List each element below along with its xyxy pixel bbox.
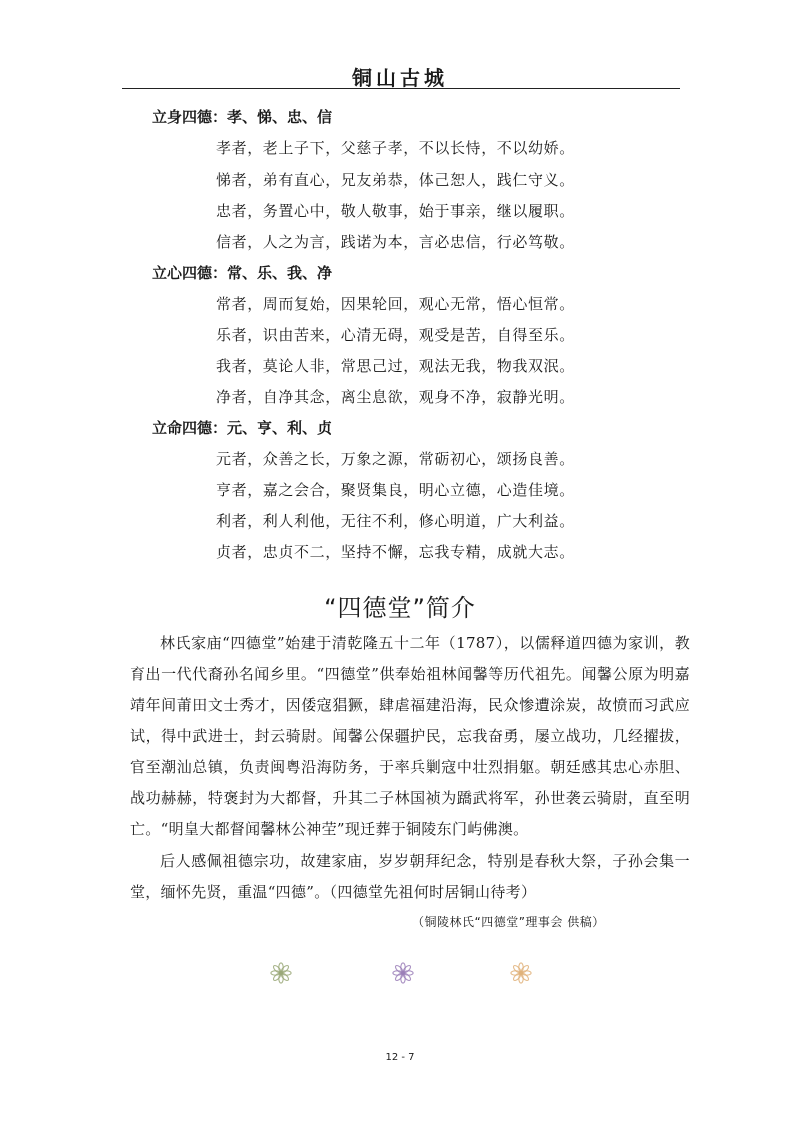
verse-line: 常者，周而复始，因果轮回，观心无常，悟心恒常。 [216,295,575,313]
page-number: 12 - 7 [385,1052,415,1063]
flower-petals [271,963,291,983]
header-title: 铜山古城 [352,66,448,90]
verse-line: 孝者，老上子下，父慈子孝，不以长恃，不以幼娇。 [216,139,575,157]
verse-line: 我者，莫论人非，常思己过，观法无我，物我双泯。 [216,357,575,375]
section-heading-2: 立心四德：常、乐、我、净 [152,264,333,282]
flower-petals [511,963,531,983]
verse-line: 信者，人之为言，践诺为本，言必忠信，行必笃敬。 [216,233,575,251]
verse-line: 悌者，弟有直心，兄友弟恭，体己恕人，践仁守义。 [216,171,575,189]
verse-line: 贞者，忠贞不二，坚持不懈，忘我专精，成就大志。 [216,543,575,561]
flower-center [279,971,283,975]
header-divider [122,88,680,89]
section-heading-1: 立身四德：孝、悌、忠、信 [152,108,333,126]
flower-center [519,971,523,975]
intro-paragraph-1: 林氏家庙“四德堂”始建于清乾隆五十二年（1787），以儒释道四德为家训，教育出一代代裔孙名闻乡里。“四德堂”供奉始祖林闻馨等历代祖先。闻馨公原为明嘉靖年间莆田文士秀才，因倭寇猖獗，肆虐福建沿海，民众惨遭涂炭，故愤而习武应试，得中武进士，封云骑尉。闻馨公保疆护民，忘我奋勇，屡立战功，几经擢拔，官至潮汕总镇，负责闽粤沿海防务，于率兵剿寇中壮烈捐躯。朝廷感其忠心赤胆、战功赫赫，特褒封为大都督，升其二子林国祯为蹻武将军，孙世袭云骑尉，直至明亡。“明皇大都督闻馨林公神茔”现迁葬于铜陵东门屿佛澳。 [130,634,690,838]
verse-line: 乐者，识由苦来，心清无碍，观受是苦，自得至乐。 [216,326,575,344]
flower-icon [392,962,414,984]
flower-center [401,971,405,975]
verse-line: 忠者，务置心中，敬人敬事，始于事亲，继以履职。 [216,202,575,220]
verse-line: 净者，自净其念，离尘息欲，观身不净，寂静光明。 [216,388,575,406]
verse-line: 利者，利人利他，无往不利，修心明道，广大利益。 [216,512,575,530]
flower-icon [270,962,292,984]
intro-paragraph-2: 后人感佩祖德宗功，故建家庙，岁岁朝拜纪念，特别是春秋大祭，子孙会集一堂，缅怀先贤，重温“四德”。（四德堂先祖何时居铜山待考） [130,852,690,901]
verse-line: 元者，众善之长，万象之源，常砺初心，颂扬良善。 [216,450,575,468]
flower-petals [393,963,413,983]
credit-line: （铜陵林氏“四德堂”理事会 供稿） [412,915,605,929]
verse-line: 亨者，嘉之会合，聚贤集良，明心立德，心造佳境。 [216,481,575,499]
flower-icon [510,962,532,984]
section-heading-3: 立命四德：元、亨、利、贞 [152,419,333,437]
intro-title: “四德堂”简介 [324,594,476,622]
